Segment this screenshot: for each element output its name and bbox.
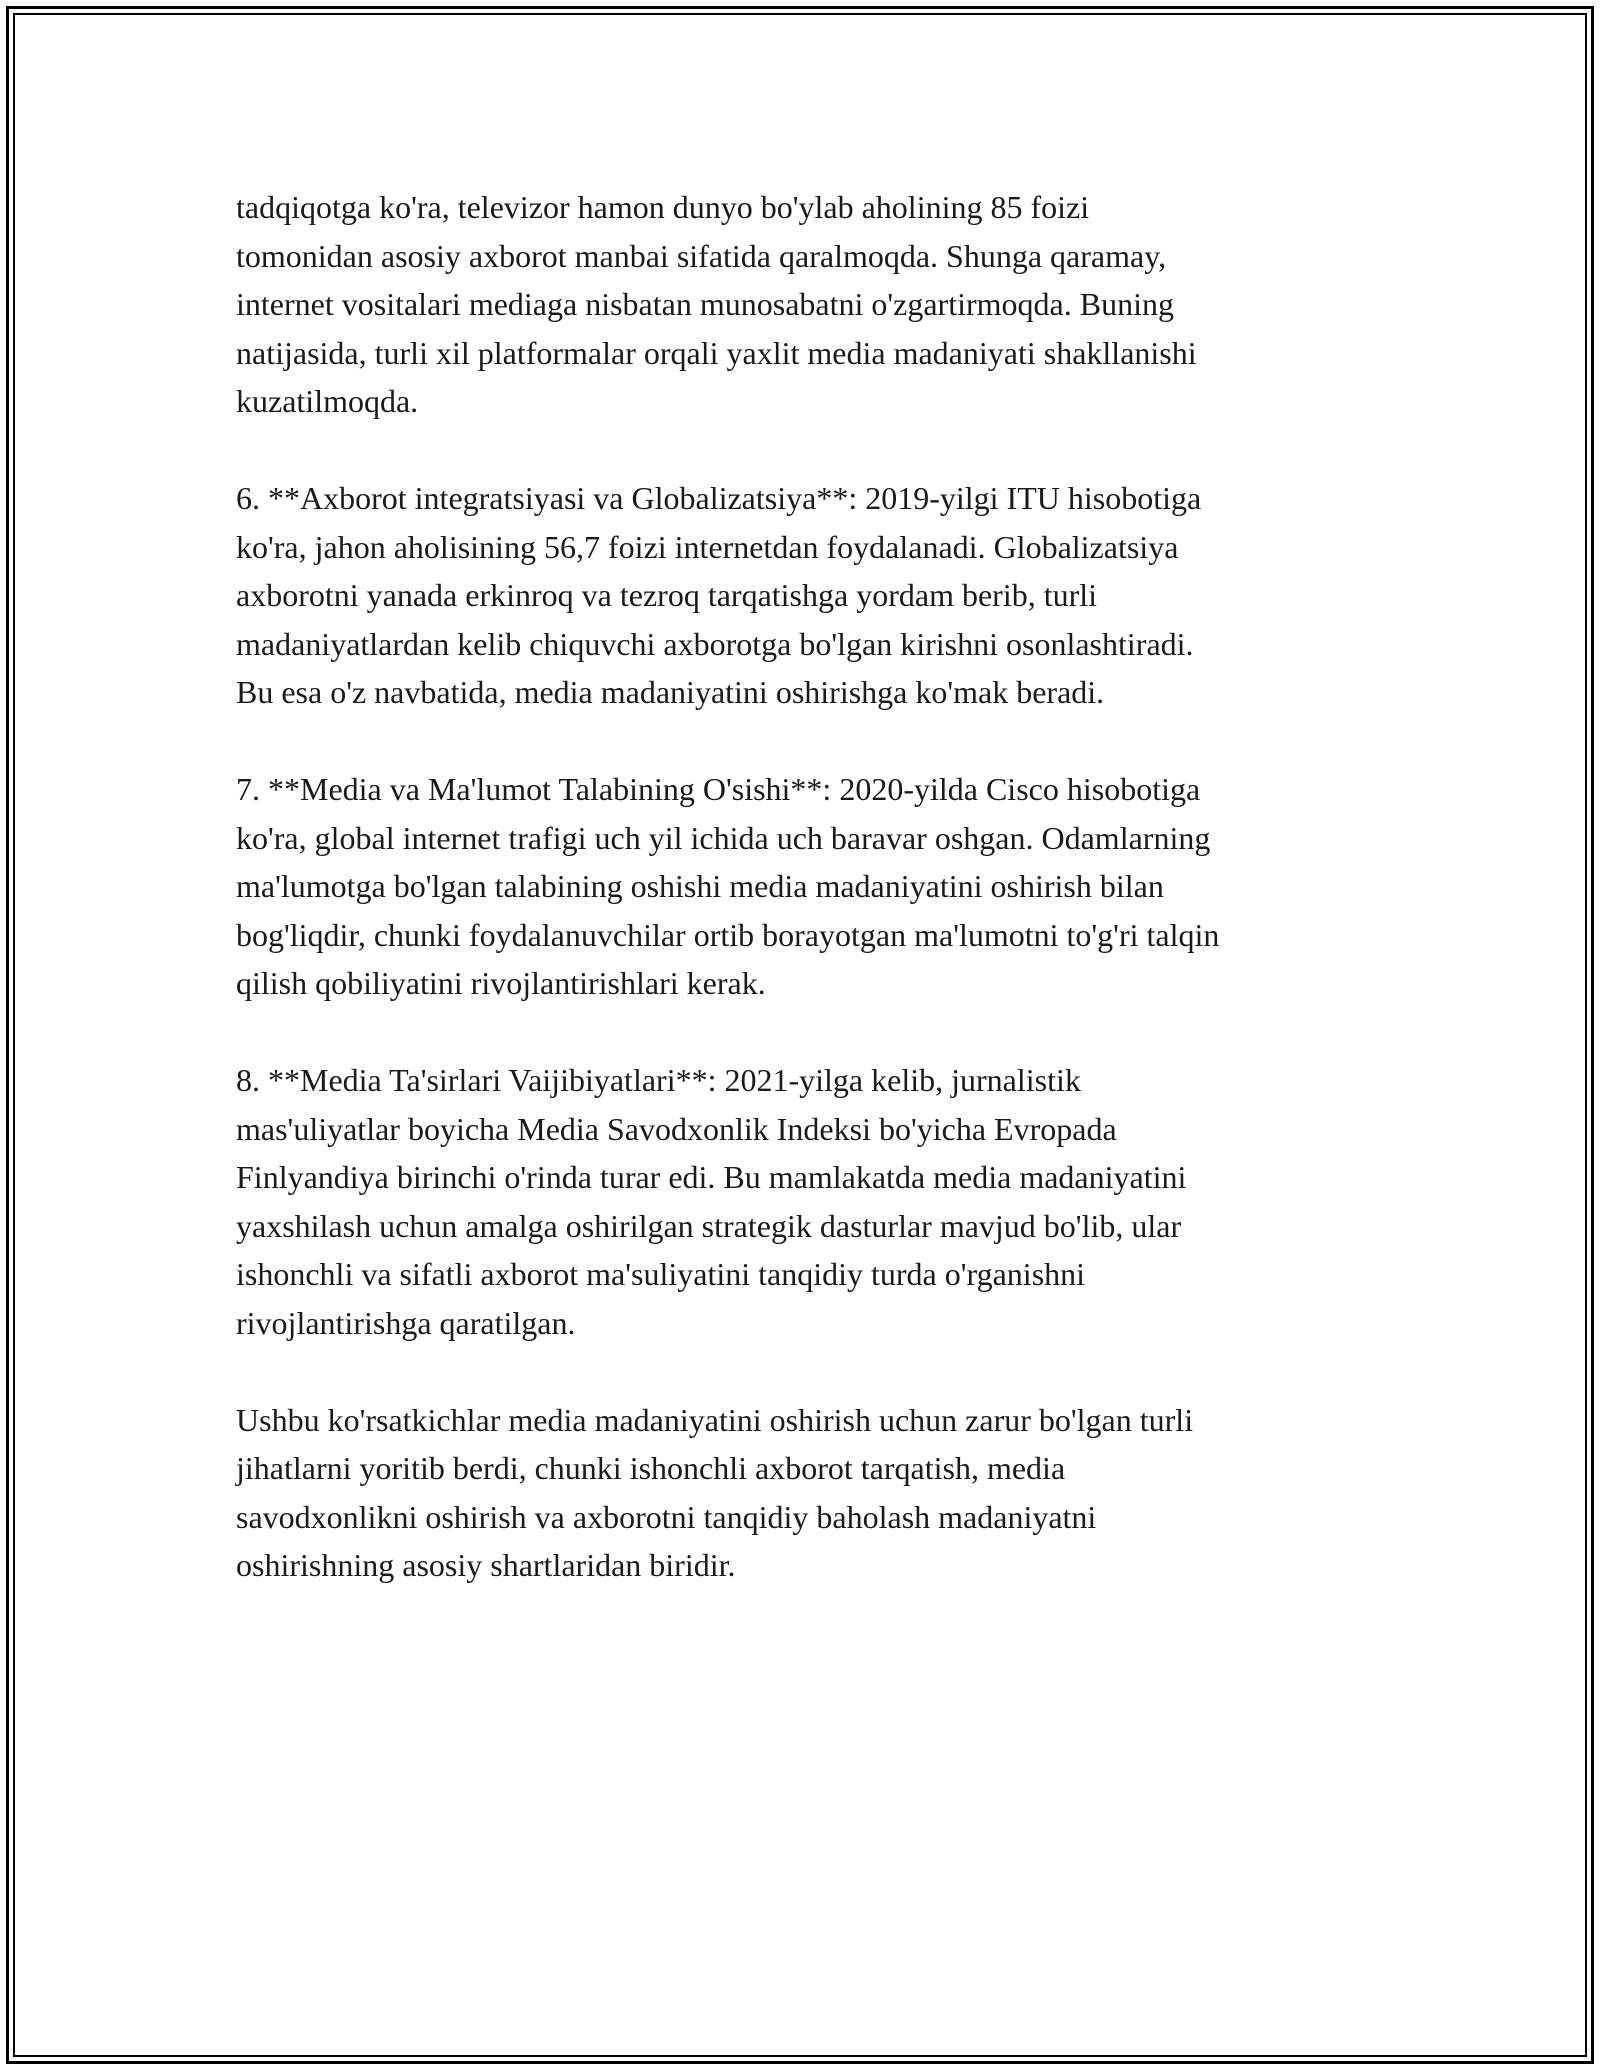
paragraph-item-8: 8. **Media Ta'sirlari Vaijibiyatlari**: 2021-yilga kelib, jurnalistik mas'uliyatlar boyicha Media Savodxonlik Indeksi bo'yicha Evropada Finlyandiya birinchi o'rinda turar edi. Bu mamlakatda media madaniyatini yaxshilash uchun amalga oshirilgan strategik dasturlar mavjud bo'lib, ular ishonchli va sifatli axborot ma'suliyatini tanqidiy turda o'rganishni rivojlantirishga qaratilgan.	[236, 1062, 1187, 1341]
paragraph-item-6: 6. **Axborot integratsiyasi va Globalizatsiya**: 2019-yilgi ITU hisobotiga ko'ra, jahon aholisining 56,7 foizi internetdan foydalanadi. Globalizatsiya axborotni yanada erkinroq va tezroq tarqatishga yordam berib, turli madaniyatlardan kelib chiquvchi axborotga bo'lgan kirishni osonlashtiradi. Bu esa o'z navbatida, media madaniyatini oshirishga ko'mak beradi.	[236, 480, 1202, 710]
paragraph-intro-continuation: tadqiqotga ko'ra, televizor hamon dunyo bo'ylab aholining 85 foizi tomonidan asosiy axborot manbai sifatida qaralmoqda. Shunga qaramay, internet vositalari mediaga nisbatan munosabatni o'zgartirmoqda. Buning natijasida, turli xil platformalar orqali yaxlit media madaniyati shakllanishi kuzatilmoqda.	[236, 189, 1197, 419]
document-body	[236, 183, 1366, 1638]
paragraph-conclusion: Ushbu ko'rsatkichlar media madaniyatini oshirish uchun zarur bo'lgan turli jihatlarni yoritib berdi, chunki ishonchli axborot tarqatish, media savodxonlikni oshirish va axborotni tanqidiy baholash madaniyatni oshirishning asosiy shartlaridan biridir.	[236, 1401, 1194, 1583]
paragraph-item-7: 7. **Media va Ma'lumot Talabining O'sishi**: 2020-yilda Cisco hisobotiga ko'ra, global internet trafigi uch yil ichida uch baravar oshgan. Odamlarning ma'lumotga bo'lgan talabining oshishi media madaniyatini oshirish bilan bog'liqdir, chunki foydalanuvchilar ortib borayotgan ma'lumotni to'g'ri talqin qilish qobiliyatini rivojlantirishlari kerak.	[236, 771, 1220, 1001]
